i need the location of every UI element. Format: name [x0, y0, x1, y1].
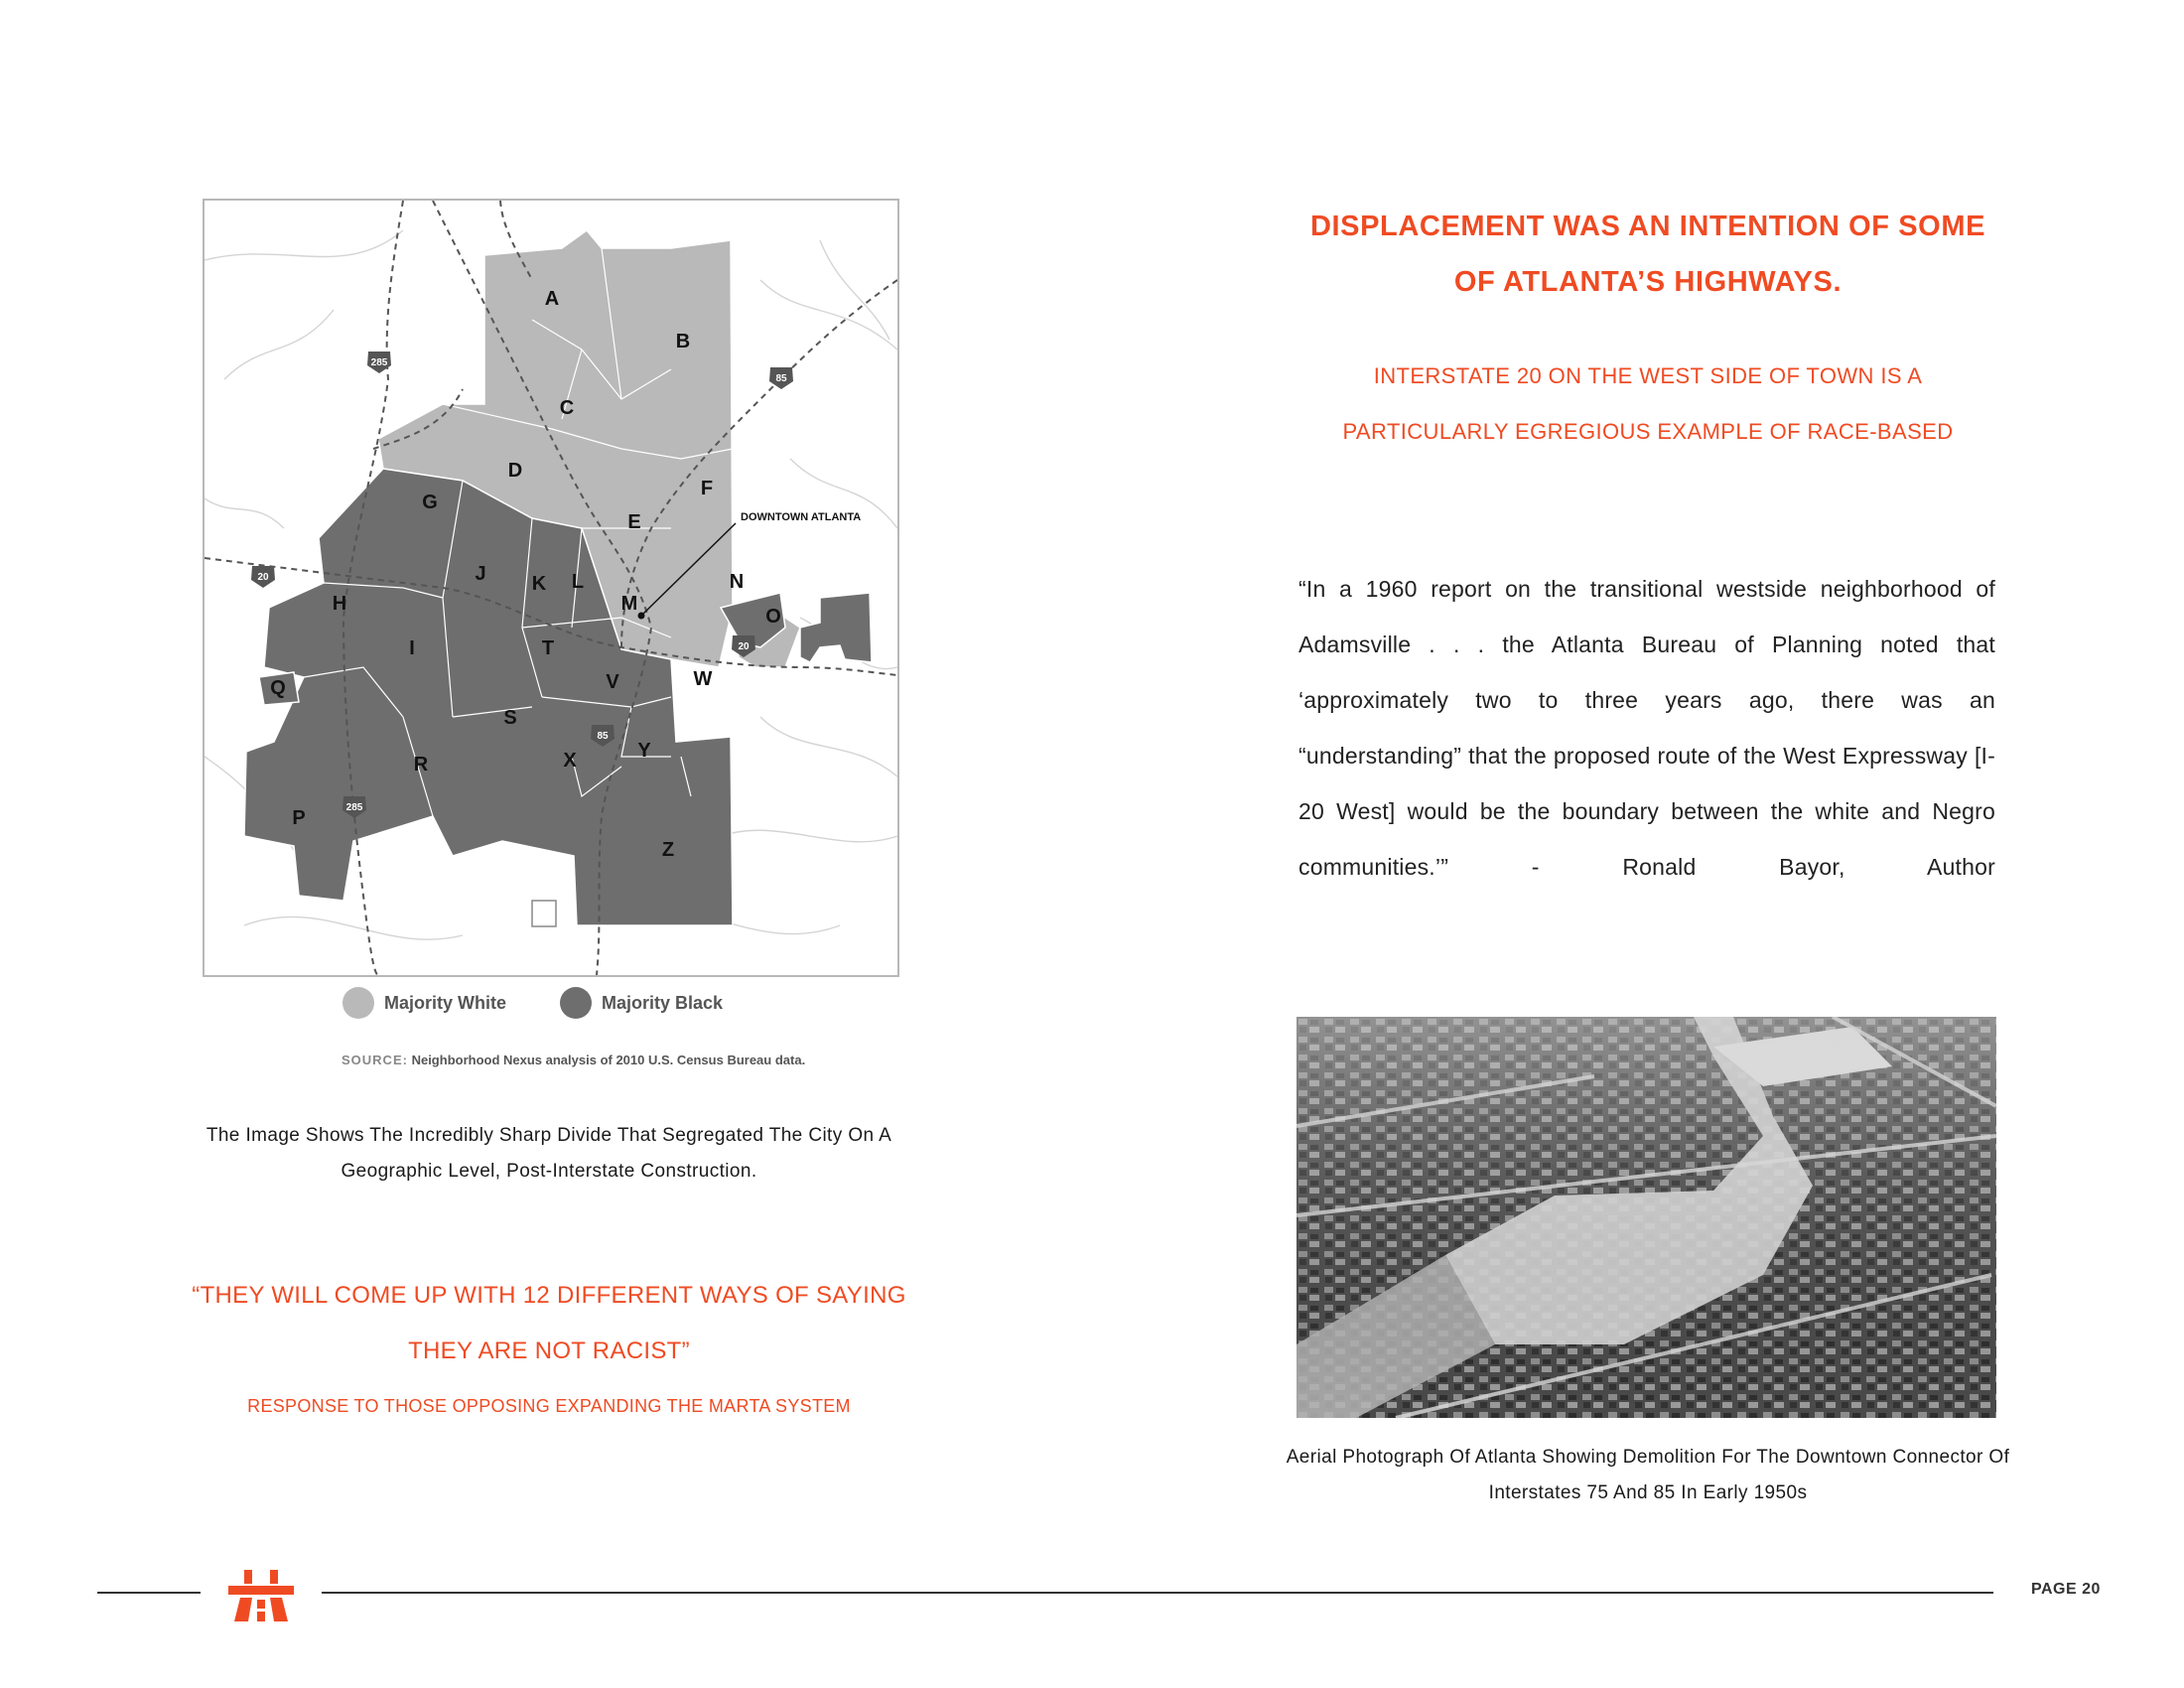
legend-swatch-black — [560, 987, 592, 1019]
svg-text:I: I — [409, 637, 415, 659]
svg-text:H: H — [332, 593, 347, 615]
svg-text:Y: Y — [637, 740, 651, 762]
map-graphic — [205, 201, 897, 975]
svg-text:G: G — [422, 492, 438, 513]
segregation-map — [203, 199, 899, 977]
highway-logo-icon — [226, 1566, 296, 1621]
legend-label-black: Majority Black — [602, 992, 724, 1013]
svg-text:R: R — [413, 754, 429, 775]
legend-label-white: Majority White — [384, 992, 507, 1013]
photo-caption: Aerial Photograph Of Atlanta Showing Demolition For The Downtown Connector Of Interstates 75 And 85 In Early 1950s — [1286, 1447, 2010, 1503]
pull-quote: “THEY WILL COME UP WITH 12 DIFFERENT WAYS OF SAYING THEY ARE NOT RACIST” — [192, 1282, 906, 1364]
map-outline-box — [532, 901, 556, 926]
svg-text:L: L — [571, 571, 585, 593]
svg-text:285: 285 — [370, 357, 388, 368]
page-headline: DISPLACEMENT WAS AN INTENTION OF SOME OF ATLANTA’S HIGHWAYS. — [1309, 211, 1986, 298]
svg-text:W: W — [693, 668, 713, 690]
downtown-label: DOWNTOWN ATLANTA — [741, 511, 862, 523]
aerial-photo — [1297, 1017, 1996, 1418]
source-key: SOURCE: — [341, 1053, 408, 1067]
svg-text:X: X — [563, 750, 577, 772]
svg-text:20: 20 — [257, 572, 269, 583]
svg-text:M: M — [620, 593, 638, 615]
svg-text:P: P — [292, 807, 306, 829]
svg-text:A: A — [544, 288, 560, 310]
svg-text:Q: Q — [270, 677, 286, 699]
svg-text:S: S — [503, 707, 517, 729]
svg-text:285: 285 — [345, 802, 363, 813]
map-source — [341, 1053, 805, 1067]
shield-20-w — [251, 566, 275, 588]
svg-text:20: 20 — [738, 641, 750, 652]
svg-text:O: O — [765, 606, 781, 628]
map-caption: The Image Shows The Incredibly Sharp Divide That Segregated The City On A Geographic Level, Post-Interstate Construction. — [205, 1125, 892, 1182]
map-legend — [342, 985, 723, 1021]
svg-text:J: J — [475, 563, 486, 585]
source-text: Neighborhood Nexus analysis of 2010 U.S. Census Bureau data. — [411, 1053, 806, 1067]
svg-text:D: D — [507, 460, 523, 482]
aerial-photo-graphic — [1297, 1017, 1996, 1418]
svg-text:Z: Z — [661, 839, 675, 861]
svg-text:K: K — [531, 573, 547, 595]
svg-text:V: V — [606, 671, 619, 693]
pull-quote-attribution: RESPONSE TO THOSE OPPOSING EXPANDING THE MARTA SYSTEM — [247, 1396, 851, 1416]
svg-text:F: F — [700, 478, 714, 499]
shield-285-nw — [367, 352, 391, 373]
legend-swatch-white — [342, 987, 374, 1019]
svg-text:T: T — [541, 637, 555, 659]
footer-rule-right — [322, 1592, 1993, 1594]
footer-rule-left — [97, 1592, 201, 1594]
page-number: PAGE 20 — [2031, 1581, 2101, 1598]
shield-85-ne — [769, 367, 793, 389]
svg-text:85: 85 — [775, 373, 787, 384]
svg-text:E: E — [627, 511, 641, 533]
svg-text:C: C — [559, 397, 575, 419]
page-subhead: INTERSTATE 20 ON THE WEST SIDE OF TOWN IS A PARTICULARLY EGREGIOUS EXAMPLE OF RACE-BASED — [1342, 363, 1954, 444]
svg-text:85: 85 — [597, 731, 609, 742]
svg-text:N: N — [729, 571, 745, 593]
svg-text:B: B — [675, 331, 691, 352]
bayor-quote: “In a 1960 report on the transitional westside neighborhood of Adamsville . . . the Atlanta Bureau of Planning noted that ‘approximately two to three years ago, there was an “understanding” that the proposed route of the West Expressway [I-20 West] would be the boundary between the white and Negro communities.’” - Ronald Bayor, Author — [1298, 576, 1995, 880]
